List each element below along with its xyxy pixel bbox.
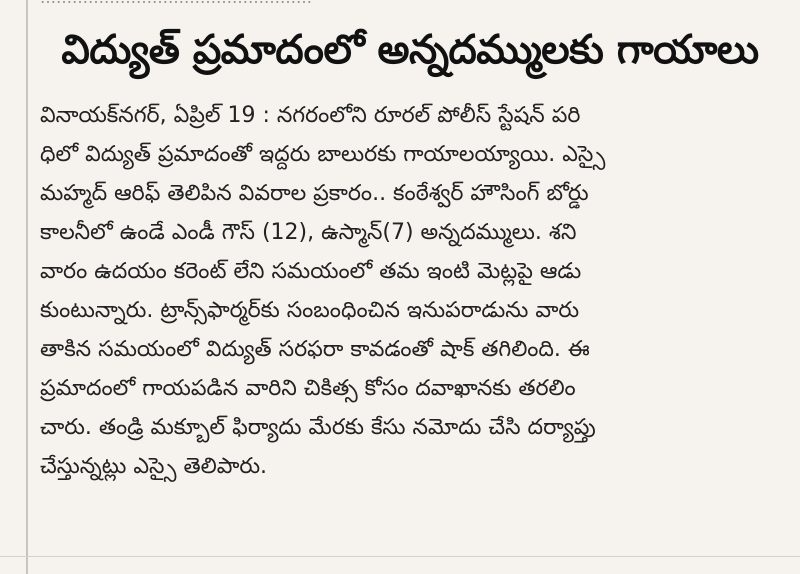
news-article xyxy=(40,18,780,486)
article-body-line: వినాయక్‌నగర్, ఏప్రిల్ 19 : నగరంలోని రూరల్ పోలీస్ స్టేషన్ పరి xyxy=(40,103,581,128)
bottom-divider xyxy=(0,556,800,557)
column-divider xyxy=(26,0,28,574)
cut-off-previous-text xyxy=(40,0,800,6)
article-body-line: కుంటున్నారు. ట్రాన్స్‌ఫార్మర్‌కు సంబంధించిన ఇనుపరాడును వారు xyxy=(40,298,580,323)
article-body-line: చారు. తండ్రి మక్బూల్ ఫిర్యాదు మేరకు కేసు నమోదు చేసి దర్యాప్తు xyxy=(40,415,596,440)
article-body-line: ధిలో విద్యుత్ ప్రమాదంతో ఇద్దరు బాలురకు గాయాలయ్యాయి. ఎస్సై xyxy=(40,142,606,167)
article-body-line: కాలనీలో ఉండే ఎండీ గౌస్ (12), ఉస్మాన్(7) అన్నదమ్ములు. శని xyxy=(40,220,577,245)
article-headline: విద్యుత్ ప్రమాదంలో అన్నదమ్ములకు గాయాలు xyxy=(61,27,759,73)
article-body-line: ప్రమాదంలో గాయపడిన వారిని చికిత్స కోసం దవాఖానకు తరలిం xyxy=(40,376,576,401)
article-body xyxy=(40,96,780,486)
article-body-line: చేస్తున్నట్లు ఎస్సై తెలిపారు. xyxy=(40,454,268,479)
article-body-line: వారం ఉదయం కరెంట్ లేని సమయంలో తమ ఇంటి మెట్లపై ఆడు xyxy=(40,259,582,284)
article-body-line: మహ్మద్ ఆరిఫ్ తెలిపిన వివరాల ప్రకారం.. కంఠేశ్వర్ హౌసింగ్ బోర్డు xyxy=(40,181,589,206)
article-body-line: తాకిన సమయంలో విద్యుత్ సరఫరా కావడంతో షాక్ తగిలింది. ఈ xyxy=(40,337,590,362)
